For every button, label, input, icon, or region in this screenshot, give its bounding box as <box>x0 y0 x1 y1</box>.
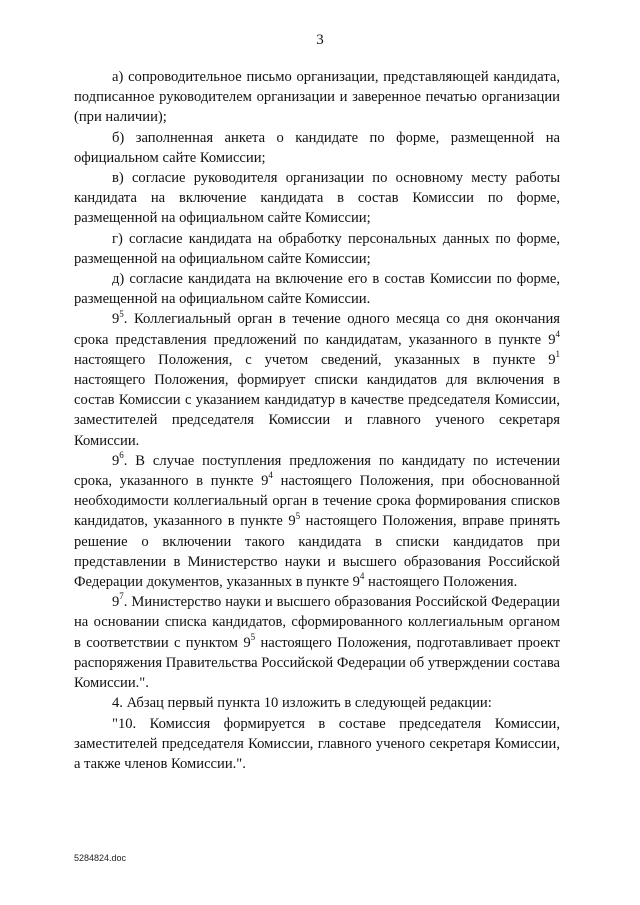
paragraph-number: 9 <box>112 311 120 328</box>
document-body <box>74 67 560 774</box>
paragraph-9-7 <box>74 592 560 693</box>
item-d: д) согласие кандидата на включение его в состав Комиссии по форме, размещенной на официальном сайте Комиссии. <box>74 271 560 308</box>
item-4: 4. Абзац первый пункта 10 изложить в следующей редакции: <box>112 695 492 712</box>
paragraph-text: настоящего Положения. <box>364 574 518 591</box>
paragraph-9-5 <box>74 309 560 450</box>
item-b: б) заполненная анкета о кандидате по форме, размещенной на официальном сайте Комиссии; <box>74 129 560 166</box>
superscript: 6 <box>119 450 124 460</box>
paragraph-number: 9 <box>112 452 120 469</box>
superscript: 5 <box>250 631 256 642</box>
superscript: 5 <box>295 510 301 521</box>
superscript: 5 <box>119 308 124 319</box>
paragraph-number: 9 <box>112 594 120 611</box>
paragraph-text: настоящего Положения, с учетом сведений, указанных в пункте 9 <box>74 351 556 368</box>
superscript: 7 <box>119 591 124 602</box>
superscript: 1 <box>555 348 560 359</box>
paragraph-text: . Коллегиальный орган в течение одного месяца со дня окончания срока представления предложений по кандидатам, указанного в пункте 9 <box>74 311 560 348</box>
paragraph-text: настоящего Положения, вправе принять решение о включении такого кандидата в списки кандидатов при представлении в Министерство науки и высшего образования Российской Федерации документов, указанных в пункте 9 <box>74 513 560 591</box>
paragraph-9-6 <box>74 451 560 592</box>
superscript: 4 <box>359 571 365 582</box>
item-a: а) сопроводительное письмо организации, представляющей кандидата, подписанное руководителем организации и заверенное печатью организации (при наличии); <box>74 69 560 126</box>
paragraph-text: настоящего Положения, при обоснованной необходимости коллегиальный орган в течение срока формирования списков кандидатов, указанного в пункте 9 <box>74 473 560 530</box>
item-g: г) согласие кандидата на обработку персональных данных по форме, размещенной на официальном сайте Комиссии; <box>74 230 560 267</box>
paragraph-text: . Министерство науки и высшего образования Российской Федерации на основании списка кандидатов, сформированного коллегиальным органом в соответствии с пунктом 9 <box>74 594 560 651</box>
paragraph-text: . В случае поступления предложения по кандидату по истечении срока, указанного в пункте 9 <box>74 452 560 490</box>
paragraph-text: настоящего Положения, подготавливает проект распоряжения Правительства Российской Федерации об утверждении состава Комиссии.". <box>74 634 560 692</box>
page-number: 3 <box>316 32 324 48</box>
paragraph-text: настоящего Положения, формирует списки кандидатов для включения в состав Комиссии с указанием кандидатур в качестве председателя Комиссии, заместителей председателя Комиссии и главного ученого секретаря Комиссии. <box>74 372 560 449</box>
superscript: 4 <box>268 470 273 481</box>
document-file-id: 5284824.doc <box>74 853 127 863</box>
superscript: 4 <box>555 328 560 339</box>
item-v: в) согласие руководителя организации по основному месту работы кандидата на включение кандидата в состав Комиссии по форме, размещенной на официальном сайте Комиссии; <box>74 170 560 227</box>
quote-paragraph-10: "10. Комиссия формируется в составе председателя Комиссии, заместителей председателя Комиссии, главного ученого секретаря Комиссии, а также членов Комиссии.". <box>74 715 560 772</box>
